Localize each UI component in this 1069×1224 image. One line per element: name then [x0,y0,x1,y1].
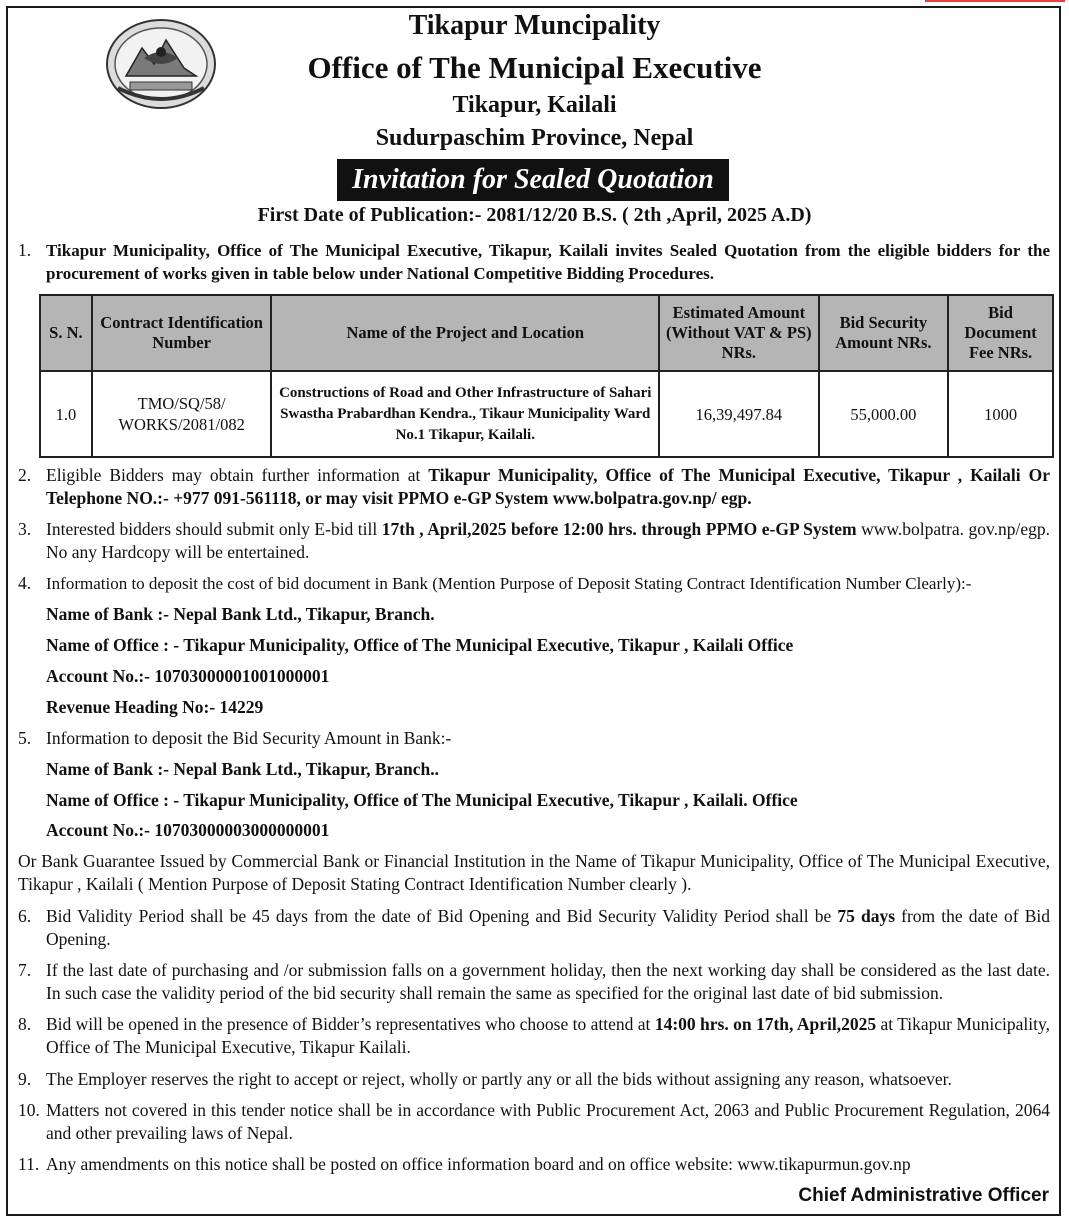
col-sn: S. N. [40,295,92,371]
cell-contract-id: TMO/SQ/58/ WORKS/2081/082 [92,371,272,457]
item-11-text: Any amendments on this notice shall be posted on office information board and on office website: www.tikapurmun.gov.np [46,1154,911,1174]
col-security: Bid Security Amount NRs. [819,295,949,371]
cell-project: Constructions of Road and Other Infrastructure of Sahari Swastha Prabardhan Kendra., Tikaur Municipality Ward No.1 Tikapur, Kailali. [271,371,659,457]
item-number: 6. [18,906,32,926]
works-table [39,294,1054,458]
item-number: 7. [18,960,32,980]
item-1-text: Tikapur Municipality, Office of The Municipal Executive, Tikapur, Kailali invites Sealed Quotation from the eligible bidders for the procurement of works given in table below under National Competitive Bidding Procedures. [46,241,1050,283]
item-number: 3. [18,519,32,539]
item-8-text [46,1013,1050,1059]
cell-fee: 1000 [948,371,1053,457]
top-accent-line [925,0,1065,2]
item-number: 8. [18,1014,32,1034]
item-6-intro: Bid Validity Period shall be 45 days from the date of Bid Opening and Bid Security Validity Period shall be [46,906,838,926]
table-header-row [40,295,1053,371]
revenue-heading: Revenue Heading No:- 14229 [46,697,264,717]
item-2-contact: Tikapur Municipality, Office of The Municipal Executive, Tikapur , Kailali Or Telephone NO.:- +977 091-561118, or may visit PPMO e-GP System www.bolpatra.gov.np/ egp. [46,465,1050,508]
item-6-text [46,905,1050,951]
office-place: Tikapur, Kailali [452,92,617,118]
item-5-text: Information to deposit the Bid Security Amount in Bank:- [46,728,452,748]
item-number: 2. [18,465,32,485]
item-8-tail: at Tikapur Municipality, Office of The Municipal Executive, Tikapur Kailali. [46,1014,1050,1057]
cell-security: 55,000.00 [819,371,949,457]
notice-title: Invitation for Sealed Quotation [337,159,729,201]
bank-name-2: Name of Bank :- Nepal Bank Ltd., Tikapur, Branch.. [46,759,440,779]
item-3-text [46,518,1050,564]
cell-estimate: 16,39,497.84 [659,371,818,457]
table-row [40,371,1053,457]
col-fee: Bid Document Fee NRs. [948,295,1053,371]
item-4-text: Information to deposit the cost of bid document in Bank (Mention Purpose of Deposit Stating Contract Identification Number Clearly):- [46,574,972,593]
item-3-intro: Interested bidders should submit only E-bid till [46,519,382,539]
office-name-1: Name of Office : - Tikapur Municipality, Office of The Municipal Executive, Tikapur , Kailali Office [46,635,794,655]
item-2-text [46,464,1050,510]
item-2-intro: Eligible Bidders may obtain further information at [46,465,429,485]
item-8-time: 14:00 hrs. on 17th, April,2025 [654,1014,877,1034]
office-name-2: Name of Office : - Tikapur Municipality, Office of The Municipal Executive, Tikapur , Kailali. Office [46,790,798,810]
office-province: Sudurpaschim Province, Nepal [375,125,694,151]
item-number: 10. [18,1100,40,1120]
item-number: 11. [18,1154,40,1174]
col-project: Name of the Project and Location [271,295,659,371]
item-6-tail: from the date of Bid Opening. [46,906,1050,949]
item-number: 9. [18,1069,32,1089]
col-contract-id: Contract Identification Number [92,295,272,371]
item-number: 5. [18,728,32,748]
office-name: Office of The Municipal Executive [307,50,762,85]
bank-guarantee-text: Or Bank Guarantee Issued by Commercial Bank or Financial Institution in the Name of Tikapur Municipality, Office of The Municipal Executive, Tikapur , Kailali ( Mention Purpose of Deposit Stating Contract Identification Number clearly ). [18,851,1050,894]
signoff-title: Chief Administrative Officer [798,1185,1049,1206]
item-number: 1. [18,240,32,260]
item-6-days: 75 days [837,906,896,926]
cell-sn: 1.0 [40,371,92,457]
account-no-2: Account No.:- 10703000003000000001 [46,820,330,840]
publication-date: First Date of Publication:- 2081/12/20 B.S. ( 2th ,April, 2025 A.D) [257,204,812,226]
account-no-1: Account No.:- 10703000001001000001 [46,666,330,686]
item-3-tail: www.bolpatra. gov.np/egp. No any Hardcopy will be entertained. [46,519,1050,562]
col-estimate: Estimated Amount (Without VAT & PS) NRs. [659,295,818,371]
item-7-text: If the last date of purchasing and /or submission falls on a government holiday, then the next working day shall be considered as the last date. In such case the validity period of the bid security shall remain the same as specified for the original last date of bid submission. [46,960,1050,1003]
item-number: 4. [18,573,32,593]
item-8-intro: Bid will be opened in the presence of Bidder’s representatives who choose to attend at [46,1014,655,1034]
bank-name-1: Name of Bank :- Nepal Bank Ltd., Tikapur, Branch. [46,604,435,624]
item-9-text: The Employer reserves the right to accept or reject, wholly or partly any or all the bids without assigning any reason, whatsoever. [46,1069,952,1089]
item-10-text: Matters not covered in this tender notice shall be in accordance with Public Procurement Act, 2063 and Public Procurement Regulation, 2064 and other prevailing laws of Nepal. [46,1100,1050,1143]
municipality-name: Tikapur Muncipality [408,10,661,41]
item-3-deadline: 17th , April,2025 before 12:00 hrs. through PPMO e-GP System [381,519,857,539]
